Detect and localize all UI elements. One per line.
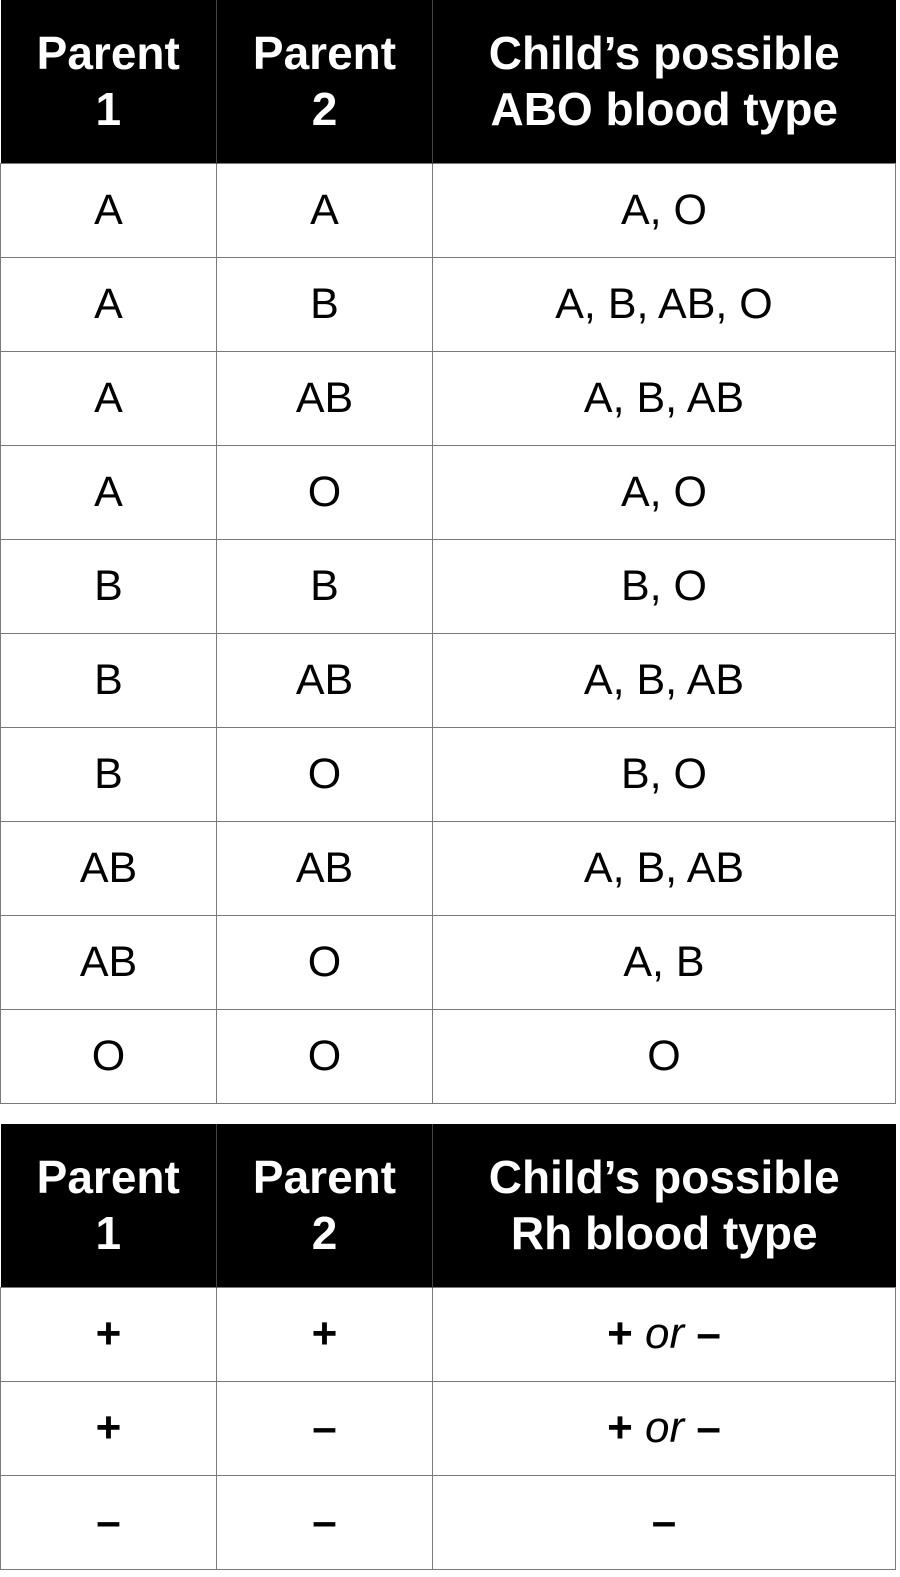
- parent-1-cell: B: [1, 633, 217, 727]
- parent-2-cell: O: [217, 727, 433, 821]
- parent-2-cell: +: [217, 1287, 433, 1381]
- parent-2-cell: O: [217, 1009, 433, 1103]
- table-row: [1, 1287, 896, 1381]
- table-row: [1, 821, 896, 915]
- table-row: [1, 445, 896, 539]
- parent-2-cell: B: [217, 257, 433, 351]
- parent-1-cell: A: [1, 163, 217, 257]
- child-type-cell: B, O: [433, 727, 896, 821]
- header-child-rh: Child’s possible Rh blood type: [433, 1124, 896, 1287]
- parent-1-cell: –: [1, 1475, 217, 1569]
- table-row: [1, 1009, 896, 1103]
- parent-1-cell: +: [1, 1287, 217, 1381]
- table-row: [1, 727, 896, 821]
- child-type-cell: A, O: [433, 445, 896, 539]
- parent-2-cell: AB: [217, 821, 433, 915]
- child-type-cell: A, B, AB: [433, 351, 896, 445]
- child-type-cell: A, B: [433, 915, 896, 1009]
- child-type-cell: + or –: [433, 1287, 896, 1381]
- parent-2-cell: AB: [217, 633, 433, 727]
- parent-2-cell: –: [217, 1381, 433, 1475]
- parent-1-cell: A: [1, 445, 217, 539]
- header-parent-1: Parent 1: [1, 1124, 217, 1287]
- child-type-cell: + or –: [433, 1381, 896, 1475]
- parent-2-cell: O: [217, 445, 433, 539]
- table-row: [1, 1381, 896, 1475]
- rh-blood-type-table: [0, 1124, 896, 1570]
- parent-2-cell: B: [217, 539, 433, 633]
- header-child-abo: Child’s possible ABO blood type: [433, 0, 896, 163]
- table-row: [1, 1475, 896, 1569]
- child-type-cell: A, B, AB: [433, 821, 896, 915]
- table-row: [1, 257, 896, 351]
- table-row: [1, 539, 896, 633]
- parent-1-cell: O: [1, 1009, 217, 1103]
- parent-1-cell: +: [1, 1381, 217, 1475]
- parent-1-cell: B: [1, 539, 217, 633]
- parent-2-cell: A: [217, 163, 433, 257]
- child-type-cell: A, O: [433, 163, 896, 257]
- table-row: [1, 633, 896, 727]
- header-parent-2: Parent 2: [217, 0, 433, 163]
- parent-1-cell: AB: [1, 915, 217, 1009]
- parent-1-cell: A: [1, 257, 217, 351]
- child-type-cell: –: [433, 1475, 896, 1569]
- parent-2-cell: AB: [217, 351, 433, 445]
- table-row: [1, 163, 896, 257]
- parent-1-cell: AB: [1, 821, 217, 915]
- parent-2-cell: O: [217, 915, 433, 1009]
- child-type-cell: O: [433, 1009, 896, 1103]
- parent-1-cell: A: [1, 351, 217, 445]
- parent-2-cell: –: [217, 1475, 433, 1569]
- table-row: [1, 351, 896, 445]
- table-row: [1, 915, 896, 1009]
- child-type-cell: A, B, AB, O: [433, 257, 896, 351]
- child-type-cell: A, B, AB: [433, 633, 896, 727]
- parent-1-cell: B: [1, 727, 217, 821]
- header-parent-1: Parent 1: [1, 0, 217, 163]
- child-type-cell: B, O: [433, 539, 896, 633]
- table-header-row: [1, 0, 896, 163]
- table-header-row: [1, 1124, 896, 1287]
- header-parent-2: Parent 2: [217, 1124, 433, 1287]
